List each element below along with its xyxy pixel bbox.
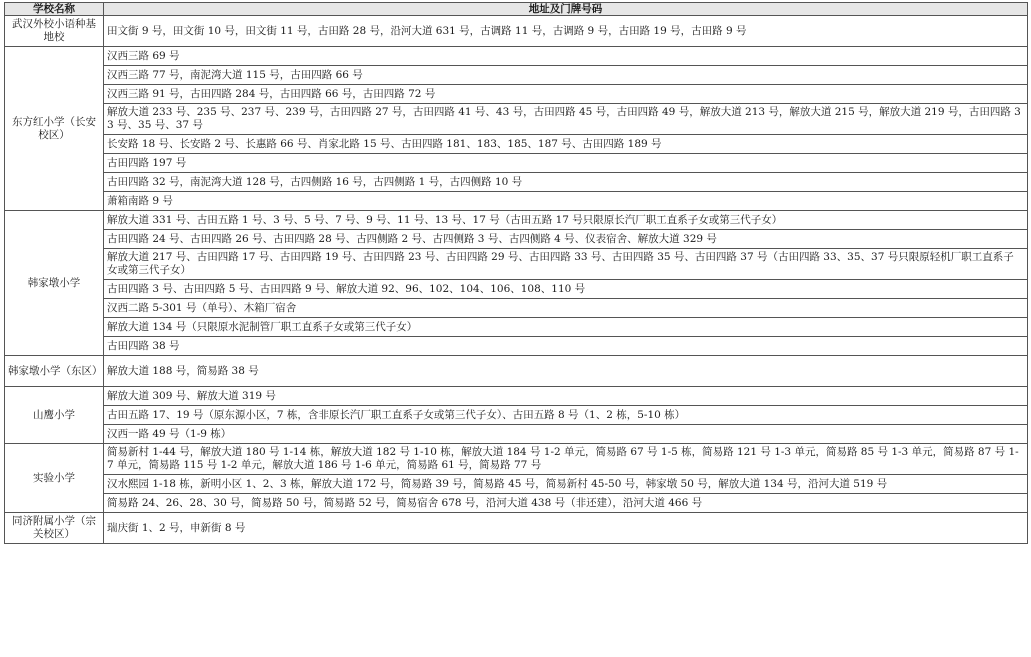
- table-row: [5, 192, 1028, 211]
- table-row: [5, 513, 1028, 544]
- school-name-cell: 武汉外校小语种基地校: [5, 16, 104, 47]
- address-cell: 古田四路 24 号、古田四路 26 号、古田四路 28 号、古四侧路 2 号、古四侧路 3 号、古四侧路 4 号、仪表宿舍、解放大道 329 号: [104, 230, 1028, 249]
- school-district-table: [4, 2, 1028, 544]
- school-name-cell: 韩家墩小学: [5, 211, 104, 356]
- address-cell: 解放大道 331 号、古田五路 1 号、3 号、5 号、7 号、9 号、11 号、13 号、17 号（古田五路 17 号只限原长汽厂职工直系子女或第三代子女）: [104, 211, 1028, 230]
- school-name-cell: 东方红小学（长安校区）: [5, 47, 104, 211]
- table-row: [5, 47, 1028, 66]
- address-cell: 古田四路 32 号，南泥湾大道 128 号，古四侧路 16 号，古四侧路 1 号，古四侧路 10 号: [104, 173, 1028, 192]
- table-row: [5, 387, 1028, 406]
- table-body: [5, 16, 1028, 544]
- table-header-row: [5, 3, 1028, 16]
- address-cell: 萧箱南路 9 号: [104, 192, 1028, 211]
- address-cell: 解放大道 217 号、古田四路 17 号、古田四路 19 号、古田四路 23 号、古田四路 29 号、古田四路 33 号、古田四路 35 号、古田四路 37 号（古田四路 33、35、37 号只限原轻机厂职工直系子女或第三代子女）: [104, 249, 1028, 280]
- table-row: [5, 318, 1028, 337]
- table-row: [5, 444, 1028, 475]
- table-row: [5, 337, 1028, 356]
- table-row: [5, 299, 1028, 318]
- table-row: [5, 230, 1028, 249]
- school-name-cell: 韩家墩小学（东区）: [5, 356, 104, 387]
- address-cell: 解放大道 309 号、解放大道 319 号: [104, 387, 1028, 406]
- address-cell: 汉水熙园 1-18 栋，新明小区 1、2、3 栋，解放大道 172 号，简易路 39 号，简易路 45 号，简易新村 45-50 号，韩家墩 50 号，解放大道 134 号，沿河大道 519 号: [104, 475, 1028, 494]
- address-cell: 简易路 24、26、28、30 号，简易路 50 号，简易路 52 号，简易宿舍 678 号，沿河大道 438 号（非还建），沿河大道 466 号: [104, 494, 1028, 513]
- table-row: [5, 280, 1028, 299]
- table-row: [5, 85, 1028, 104]
- address-cell: 解放大道 188 号，简易路 38 号: [104, 356, 1028, 387]
- table-row: [5, 494, 1028, 513]
- table-row: [5, 425, 1028, 444]
- address-cell: 解放大道 134 号（只限原水泥制管厂职工直系子女或第三代子女）: [104, 318, 1028, 337]
- table-row: [5, 356, 1028, 387]
- school-name-cell: 实验小学: [5, 444, 104, 513]
- address-cell: 简易新村 1-44 号，解放大道 180 号 1-14 栋，解放大道 182 号 1-10 栋，解放大道 184 号 1-2 单元，简易路 67 号 1-5 栋，简易路 121 号 1-3 单元，简易路 85 号 1-3 单元，简易路 87 号 1-7 单元，简易路 115 号 1-2 单元，解放大道 186 号 1-6 单元，简易路 61 号，简易路 77 号: [104, 444, 1028, 475]
- table-row: [5, 475, 1028, 494]
- header-school-name: 学校名称: [5, 3, 104, 16]
- table-row: [5, 249, 1028, 280]
- header-address: 地址及门牌号码: [104, 3, 1028, 16]
- address-cell: 汉西三路 69 号: [104, 47, 1028, 66]
- table-row: [5, 16, 1028, 47]
- table-row: [5, 173, 1028, 192]
- address-cell: 田文街 9 号，田文街 10 号，田文街 11 号，古田路 28 号，沿河大道 631 号，古调路 11 号，古调路 9 号，古田路 19 号，古田路 9 号: [104, 16, 1028, 47]
- school-name-cell: 山鹰小学: [5, 387, 104, 444]
- table-row: [5, 211, 1028, 230]
- address-cell: 古田四路 38 号: [104, 337, 1028, 356]
- school-name-cell: 同济附属小学（宗关校区）: [5, 513, 104, 544]
- table-row: [5, 154, 1028, 173]
- address-cell: 古田五路 17、19 号（原东源小区，7 栋，含非原长汽厂职工直系子女或第三代子女）、古田五路 8 号（1、2 栋，5-10 栋）: [104, 406, 1028, 425]
- address-cell: 解放大道 233 号、235 号、237 号、239 号，古田四路 27 号，古田四路 41 号、43 号，古田四路 45 号，古田四路 49 号，解放大道 213 号，解放大道 215 号，解放大道 219 号，古田四路 33 号、35 号、37 号: [104, 104, 1028, 135]
- address-cell: 古田四路 3 号、古田四路 5 号、古田四路 9 号、解放大道 92、96、102、104、106、108、110 号: [104, 280, 1028, 299]
- table-row: [5, 66, 1028, 85]
- table-row: [5, 104, 1028, 135]
- address-cell: 汉西二路 5-301 号（单号）、木箱厂宿舍: [104, 299, 1028, 318]
- address-cell: 汉西一路 49 号（1-9 栋）: [104, 425, 1028, 444]
- table-row: [5, 406, 1028, 425]
- address-cell: 古田四路 197 号: [104, 154, 1028, 173]
- table-row: [5, 135, 1028, 154]
- address-cell: 汉西三路 77 号，南泥湾大道 115 号，古田四路 66 号: [104, 66, 1028, 85]
- address-cell: 长安路 18 号、长安路 2 号、长惠路 66 号、肖家北路 15 号、古田四路 181、183、185、187 号、古田四路 189 号: [104, 135, 1028, 154]
- address-cell: 汉西三路 91 号，古田四路 284 号，古田四路 66 号，古田四路 72 号: [104, 85, 1028, 104]
- address-cell: 瑞庆街 1、2 号，申新街 8 号: [104, 513, 1028, 544]
